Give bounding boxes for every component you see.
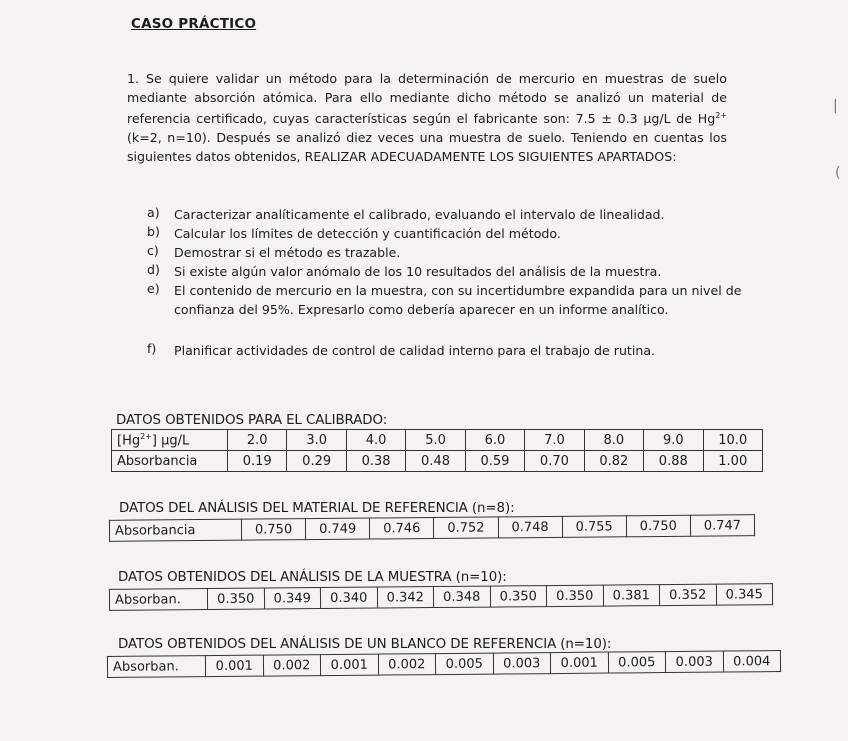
problem-text-part2: (k=2, n=10). Después se analizó diez veces una muestra de suelo. Teniendo en cuentas los siguientes datos obtenidos, REALIZAR ADECUADAMENTE LOS SIGUIENTES APARTADOS:	[127, 129, 727, 164]
sample-label: Absorban.	[109, 589, 207, 611]
problem-statement	[127, 70, 727, 166]
concentration-header	[112, 430, 228, 451]
task-letter: b)	[147, 224, 160, 239]
problem-text-part1: 1. Se quiere validar un método para la determinación de mercurio en muestras de suelo mediante absorción atómica. Para ello mediante dicho método se analizó un material de referencia certificado, cuyas características según el fabricante son: 7.5 ± 0.3 μg/L de Hg	[127, 71, 727, 127]
table-row	[107, 651, 780, 678]
table-cell: 0.005	[608, 652, 666, 674]
table-cell: 0.002	[263, 655, 321, 677]
header-unit: ] μg/L	[151, 433, 190, 449]
table-cell: 0.350	[490, 586, 547, 607]
table-cell: 0.381	[603, 585, 660, 606]
table-cell: 0.003	[493, 653, 551, 675]
table-cell: 3.0	[287, 430, 346, 451]
table-cell: 0.002	[378, 654, 436, 676]
task-letter: d)	[147, 262, 160, 277]
table-cell: 0.001	[205, 655, 263, 677]
reference-table	[109, 514, 755, 542]
margin-mark: |	[833, 98, 838, 114]
task-text: Planificar actividades de control de calidad interno para el trabajo de rutina.	[174, 343, 656, 358]
table-row	[109, 584, 772, 611]
sample-caption: DATOS OBTENIDOS DEL ANÁLISIS DE LA MUESTRA (n=10):	[118, 570, 507, 585]
blank-label: Absorban.	[107, 656, 205, 678]
table-cell: 0.001	[550, 652, 608, 674]
table-cell: 0.003	[665, 651, 723, 673]
table-cell: 0.746	[370, 517, 434, 539]
task-letter: c)	[147, 243, 159, 258]
table-cell: 6.0	[465, 430, 524, 451]
sample-table	[109, 583, 773, 611]
table-cell: 5.0	[406, 430, 465, 451]
header-text: [Hg	[117, 433, 141, 449]
task-text: Demostrar si el método es trazable.	[174, 245, 401, 260]
table-cell: 0.748	[498, 516, 562, 538]
table-row	[112, 430, 763, 451]
table-cell: 0.749	[306, 518, 370, 540]
table-cell: 0.29	[287, 451, 346, 472]
task-text: Calcular los límites de detección y cuantificación del método.	[174, 226, 561, 241]
table-cell: 0.349	[264, 588, 321, 609]
table-cell: 8.0	[584, 430, 643, 451]
table-cell: 0.755	[562, 516, 626, 538]
blank-caption: DATOS OBTENIDOS DEL ANÁLISIS DE UN BLANCO DE REFERENCIA (n=10):	[118, 637, 612, 652]
table-row	[109, 515, 754, 542]
reference-label: Absorbancia	[109, 519, 241, 541]
table-cell: 0.752	[434, 517, 498, 539]
task-letter: a)	[147, 205, 160, 220]
task-text: El contenido de mercurio en la muestra, con su incertidumbre expandida para un nivel de confianza del 95%. Expresarlo como debería aparecer en un informe analítico.	[174, 283, 742, 317]
margin-mark: (	[835, 165, 841, 181]
table-cell: 0.345	[716, 584, 773, 605]
table-cell: 0.70	[525, 451, 584, 472]
table-cell: 0.004	[723, 651, 781, 673]
table-cell: 1.00	[703, 451, 763, 472]
table-cell: 0.350	[546, 585, 603, 606]
charge-superscript: 2+	[715, 111, 727, 121]
table-cell: 7.0	[525, 430, 584, 451]
table-cell: 0.342	[377, 587, 434, 608]
table-cell: 0.005	[435, 653, 493, 675]
header-superscript: 2+	[140, 431, 152, 441]
calibration-table	[111, 429, 763, 472]
blank-table	[107, 650, 781, 678]
absorbance-header: Absorbancia	[112, 451, 228, 472]
table-cell: 0.82	[584, 451, 643, 472]
task-text: Caracterizar analíticamente el calibrado, evaluando el intervalo de linealidad.	[174, 207, 665, 222]
table-row	[112, 451, 763, 472]
task-letter: e)	[147, 281, 160, 296]
table-cell: 0.19	[228, 451, 287, 472]
table-cell: 2.0	[228, 430, 287, 451]
table-cell: 10.0	[703, 430, 763, 451]
task-text: Si existe algún valor anómalo de los 10 resultados del análisis de la muestra.	[174, 264, 662, 279]
table-cell: 9.0	[644, 430, 703, 451]
table-cell: 0.59	[465, 451, 524, 472]
table-cell: 0.001	[320, 654, 378, 676]
table-cell: 0.348	[433, 586, 490, 607]
calibration-caption: DATOS OBTENIDOS PARA EL CALIBRADO:	[116, 413, 388, 428]
table-cell: 0.88	[644, 451, 703, 472]
table-cell: 0.340	[320, 587, 377, 608]
table-cell: 0.750	[626, 515, 690, 537]
reference-caption: DATOS DEL ANÁLISIS DEL MATERIAL DE REFERENCIA (n=8):	[119, 501, 515, 516]
page-title: CASO PRÁCTICO	[131, 16, 257, 32]
table-cell: 0.38	[346, 451, 405, 472]
table-cell: 4.0	[346, 430, 405, 451]
task-letter: f)	[147, 341, 157, 356]
table-cell: 0.352	[659, 584, 716, 605]
table-cell: 0.747	[690, 515, 754, 537]
table-cell: 0.750	[241, 519, 305, 541]
table-cell: 0.350	[207, 588, 264, 609]
table-cell: 0.48	[406, 451, 465, 472]
